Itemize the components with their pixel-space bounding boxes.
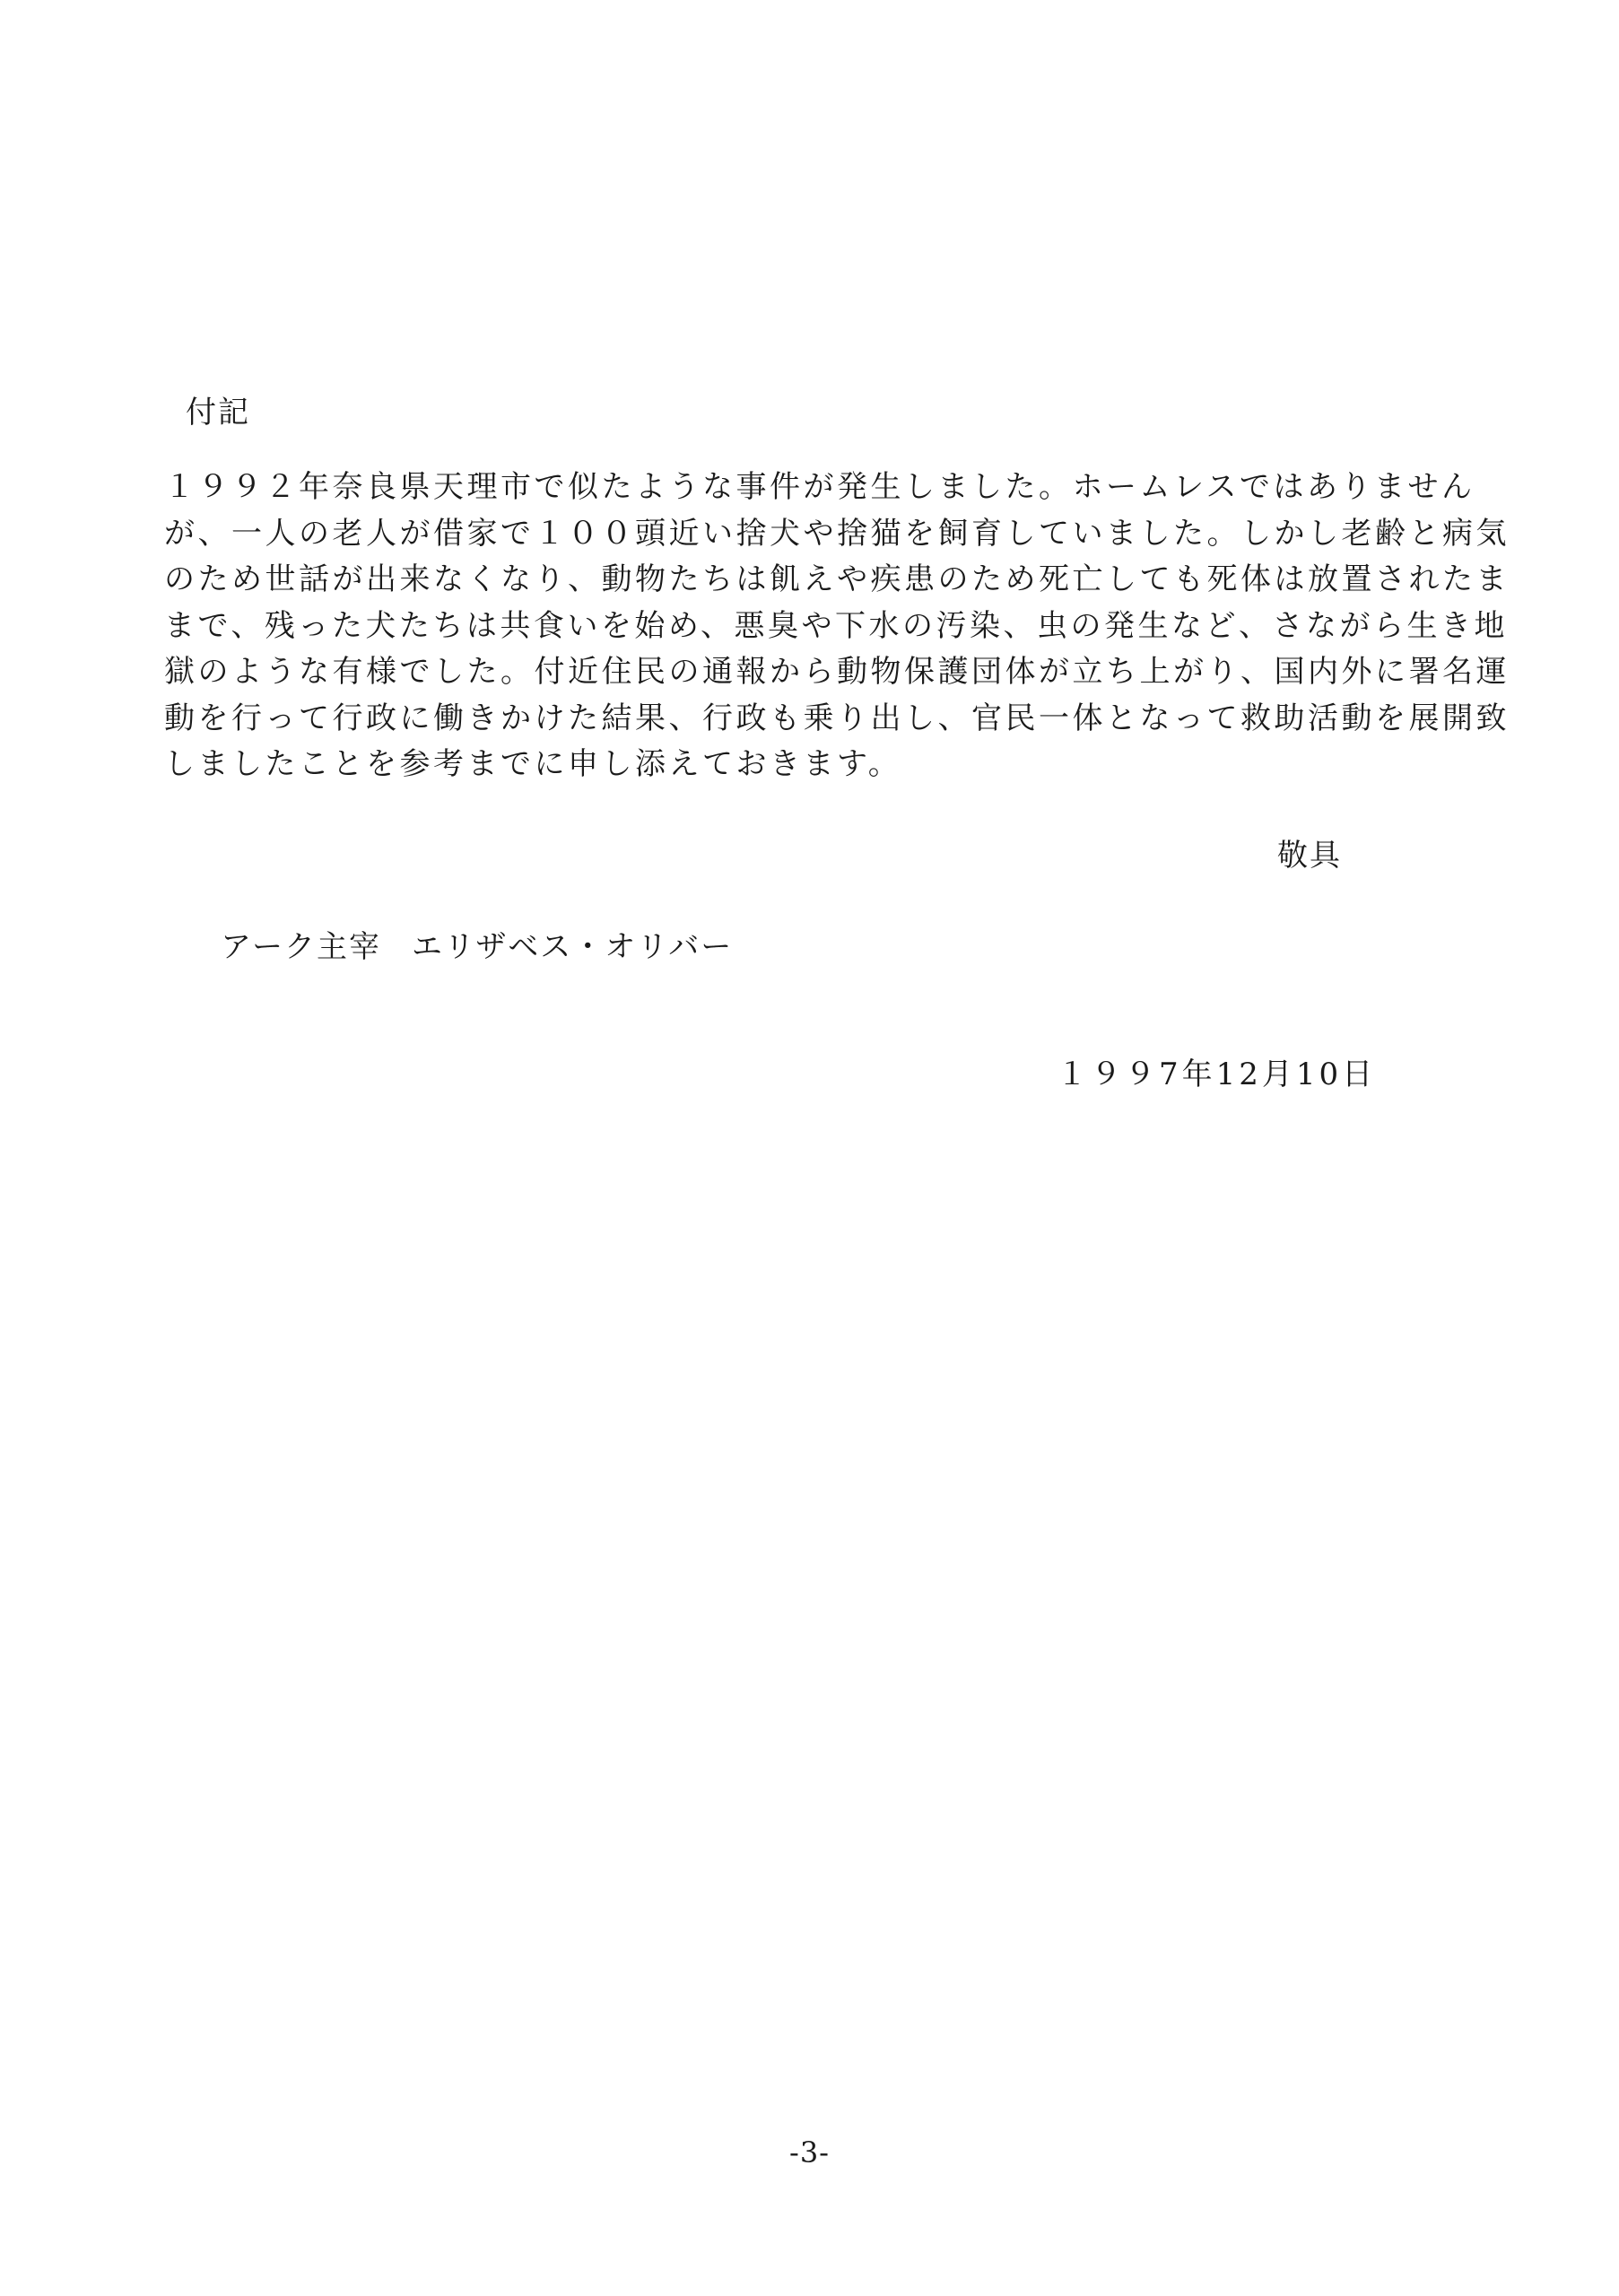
paragraph-line: しましたことを参考までに申し添えておきます。 <box>164 746 902 782</box>
signature-name: エリザベス・オリバー <box>411 929 734 965</box>
signature-block <box>221 922 733 966</box>
page-number: -3- <box>789 2135 830 2170</box>
paragraph-line: まで、残った犬たちは共食いを始め、悪臭や下水の汚染、虫の発生など、さながら生き地 <box>164 607 1508 644</box>
section-heading: 付記 <box>186 395 250 430</box>
closing-phrase: 敬具 <box>1277 838 1342 874</box>
paragraph-line: 獄のような有様でした。付近住民の通報から動物保護団体が立ち上がり、国内外に署名運 <box>164 654 1510 690</box>
document-date: １９９7年12月10日 <box>1057 1057 1377 1092</box>
paragraph-line: が、一人の老人が借家で１００頭近い捨犬や捨猫を飼育していました。しかし老齢と病気 <box>164 515 1510 552</box>
signature-title: アーク主宰 <box>221 929 381 965</box>
paragraph-line: １９９２年奈良県天理市で似たような事件が発生しました。ホームレスではありません <box>164 469 1475 505</box>
body-paragraph <box>164 465 1510 788</box>
paragraph-line: 動を行って行政に働きかけた結果、行政も乗り出し、官民一体となって救助活動を展開致 <box>164 700 1510 736</box>
paragraph-line: のため世話が出来なくなり、動物たちは飢えや疾患のため死亡しても死体は放置されたま <box>164 561 1510 597</box>
